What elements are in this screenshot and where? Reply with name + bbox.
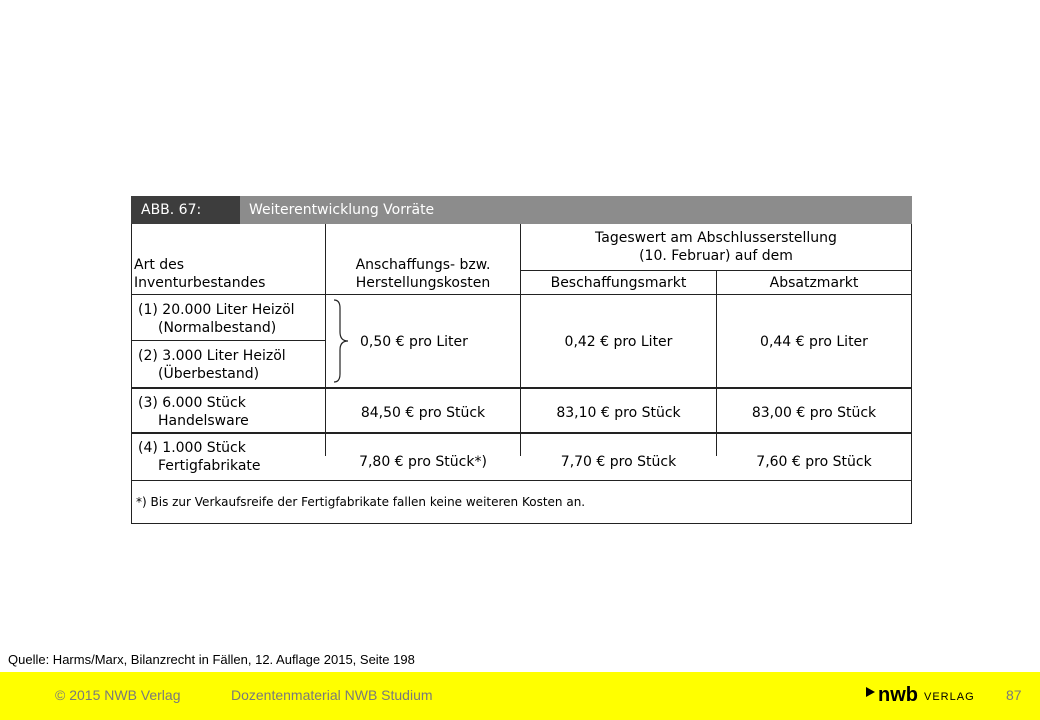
copyright: © 2015 NWB Verlag [55,687,181,703]
figure-67 [131,196,912,524]
row3-procurement: 83,10 € pro Stück [556,405,681,421]
row3-label-line2: Handelsware [158,413,249,429]
divider [132,294,911,295]
logo-word: nwb [878,683,918,706]
row4-cost: 7,80 € pro Stück*) [359,454,487,470]
row2-label-line2: (Überbestand) [158,366,260,382]
row4-label-line2: Fertigfabrikate [158,458,261,474]
footer-bar [0,672,1040,720]
row3-sales: 83,00 € pro Stück [751,405,877,421]
row1-label-line1: (1) 20.000 Liter Heizöl [138,302,295,318]
header-col3-line2: (10. Februar) auf dem [639,248,793,264]
merged-sales: 0,44 € pro Liter [760,334,868,350]
divider [132,432,911,434]
row4-label-line1: (4) 1.000 Stück [138,440,246,456]
figure-title: Weiterentwicklung Vorräte [240,196,912,224]
divider [132,387,911,389]
header-col1-line1: Art des [134,257,185,273]
merged-procurement: 0,42 € pro Liter [564,334,673,350]
row1-label-line2: (Normalbestand) [158,320,277,336]
row4-procurement: 7,70 € pro Stück [560,454,677,470]
figure-tag: ABB. 67: [131,196,240,224]
row3-label-line1: (3) 6.000 Stück [138,395,246,411]
divider [716,270,717,456]
footnote: *) Bis zur Verkaufsreife der Fertigfabrikate fallen keine weiteren Kosten an. [136,495,586,509]
material-label: Dozentenmaterial NWB Studium [231,687,433,703]
brace-icon [328,298,354,384]
merged-cost: 0,50 € pro Liter [360,334,468,350]
row3-cost: 84,50 € pro Stück [360,405,486,421]
header-procurement-market: Beschaffungsmarkt [550,275,687,291]
header-col3-line1: Tageswert am Abschlusserstellung [595,230,837,246]
header-col2-line2: Herstellungskosten [355,275,491,291]
header-sales-market: Absatzmarkt [769,275,859,291]
nwb-logo [866,682,975,708]
figure-header [131,196,912,224]
logo-arrow-icon [866,687,875,697]
divider [521,270,911,271]
header-col1-line2: Inventurbestandes [134,275,266,291]
logo-sub: VERLAG [924,691,975,703]
page-number: 87 [1006,687,1022,703]
divider [132,480,911,481]
source-citation: Quelle: Harms/Marx, Bilanzrecht in Fällen, 12. Auflage 2015, Seite 198 [8,652,415,667]
row4-sales: 7,60 € pro Stück [756,454,872,470]
header-col2-line1: Anschaffungs- bzw. [355,257,491,273]
row2-label-line1: (2) 3.000 Liter Heizöl [138,348,286,364]
inventory-table [131,224,912,524]
divider [132,340,325,341]
